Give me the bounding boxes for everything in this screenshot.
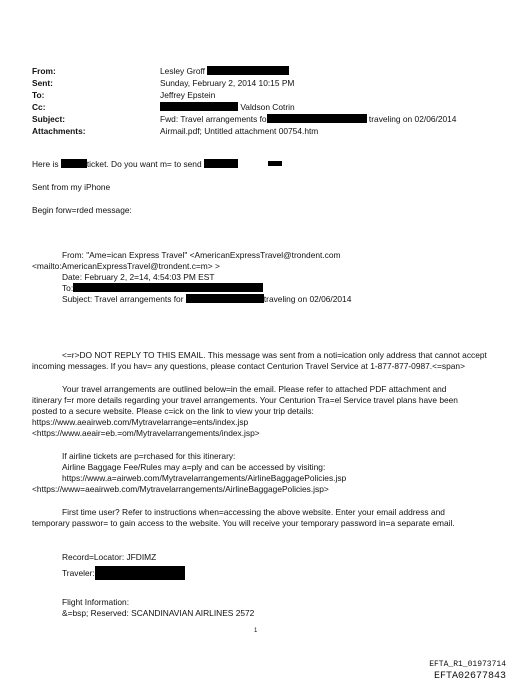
flight-title: Flight Information: bbox=[62, 597, 130, 607]
fwd-subject-line bbox=[62, 294, 351, 304]
fwd-to-line bbox=[62, 283, 263, 293]
arrangements-link-1[interactable]: https://www.aeairweb.com/Mytravelarrange=ents/index.jsp bbox=[32, 417, 249, 427]
traveler-line bbox=[62, 566, 185, 580]
redaction-box bbox=[207, 66, 289, 75]
from-name: Lesley Groff bbox=[160, 66, 205, 76]
notice-line-2: incoming messages. If you hav= any questions, please contact Centurion Travel Service at 1-877-877-0987.<=span> bbox=[32, 361, 465, 371]
body-text: Here is bbox=[32, 159, 59, 169]
first-time-line-2: temporary passwor= to gain access to the website. You will receive your temporary password in=a separate email. bbox=[32, 518, 455, 528]
flight-reserved-line: &=bsp; Reserved: SCANDINAVIAN AIRLINES 2572 bbox=[62, 608, 255, 618]
sent-label: Sent: bbox=[32, 78, 53, 88]
begin-forwarded-line: Begin forw=rded message: bbox=[32, 205, 132, 215]
fwd-from-line: From: "Ame=ican Express Travel" <AmericanExpressTravel@trondent.com bbox=[62, 250, 341, 260]
baggage-line-1: If airline tickets are p=rchased for this itinerary: bbox=[62, 451, 236, 461]
arrangements-link-2[interactable]: <https://www.aeair=eb.=om/Mytravelarrangements/index.jsp> bbox=[32, 428, 260, 438]
from-label: From: bbox=[32, 66, 56, 76]
to-label: To: bbox=[32, 90, 45, 100]
fwd-subject-suffix: traveling on 02/06/2014 bbox=[263, 294, 352, 304]
baggage-line-2: Airline Baggage Fee/Rules may a=ply and can be accessed by visiting: bbox=[62, 462, 326, 472]
attachments-value: Airmail.pdf; Untitled attachment 00754.htm bbox=[160, 126, 319, 136]
redaction-box bbox=[186, 294, 264, 303]
attachments-label: Attachments: bbox=[32, 126, 86, 136]
cc-label: Cc: bbox=[32, 102, 46, 112]
redaction-box bbox=[61, 159, 87, 168]
notice-line-1: <=r>DO NOT REPLY TO THIS EMAIL. This message was sent from a noti=ication only address that cannot accept bbox=[62, 350, 487, 360]
subject-prefix: Fwd: Travel arrangements fo bbox=[160, 114, 267, 124]
body-text: ticket. Do you want m= to send bbox=[86, 159, 202, 169]
document-id-1: EFTA_R1_01973714 bbox=[429, 660, 506, 669]
sent-value: Sunday, February 2, 2014 10:15 PM bbox=[160, 78, 295, 88]
redaction-box bbox=[268, 161, 282, 166]
cc-value bbox=[160, 102, 295, 112]
fwd-subject-prefix: Subject: Travel arrangements for bbox=[62, 294, 184, 304]
first-time-line-1: First time user? Refer to instructions when=accessing the above website. Enter your email address and bbox=[62, 507, 445, 517]
redaction-box bbox=[95, 566, 185, 580]
cc-name: Valdson Cotrin bbox=[240, 102, 295, 112]
arrangements-line-3: posted to a secure website. Please c=ick on the link to view your trip details: bbox=[32, 406, 314, 416]
subject-label: Subject: bbox=[32, 114, 66, 124]
arrangements-line-2: itinerary f=r more details regarding your travel arrangements. Your Centurion Tra=el Service travel plans have been bbox=[32, 395, 458, 405]
redaction-box bbox=[267, 114, 367, 123]
baggage-link-2[interactable]: <https://www=aeairweb.com/Mytravelarrangements/AirlineBaggagePolicies.jsp> bbox=[32, 484, 329, 494]
traveler-label: Traveler: bbox=[62, 568, 95, 578]
document-id-2: EFTA02677843 bbox=[433, 671, 506, 682]
page-number: 1 bbox=[254, 628, 258, 634]
to-value: Jeffrey Epstein bbox=[160, 90, 216, 100]
fwd-to-label: To: bbox=[62, 283, 74, 293]
fwd-mailto-line: <mailto:AmericanExpressTravel@trondent.c=m> > bbox=[32, 261, 220, 271]
baggage-link-1[interactable]: https://www.a=airweb.com/Mytravelarrangements/AirlineBaggagePolicies.jsp bbox=[62, 473, 347, 483]
record-locator-line: Record=Locator: JFDIMZ bbox=[62, 552, 157, 562]
from-value bbox=[160, 66, 289, 76]
subject-value bbox=[160, 114, 456, 124]
body-line-1 bbox=[32, 159, 282, 169]
sent-from-line: Sent from my iPhone bbox=[32, 182, 111, 192]
subject-suffix: traveling on 02/06/2014 bbox=[368, 114, 457, 124]
redaction-box bbox=[160, 102, 238, 111]
arrangements-line-1: Your travel arrangements are outlined below=in the email. Please refer to attached PDF attachment and bbox=[62, 384, 447, 394]
fwd-date-line: Date: February 2, 2=14, 4:54:03 PM EST bbox=[62, 272, 215, 282]
redaction-box bbox=[204, 159, 238, 168]
redaction-box bbox=[73, 283, 263, 292]
